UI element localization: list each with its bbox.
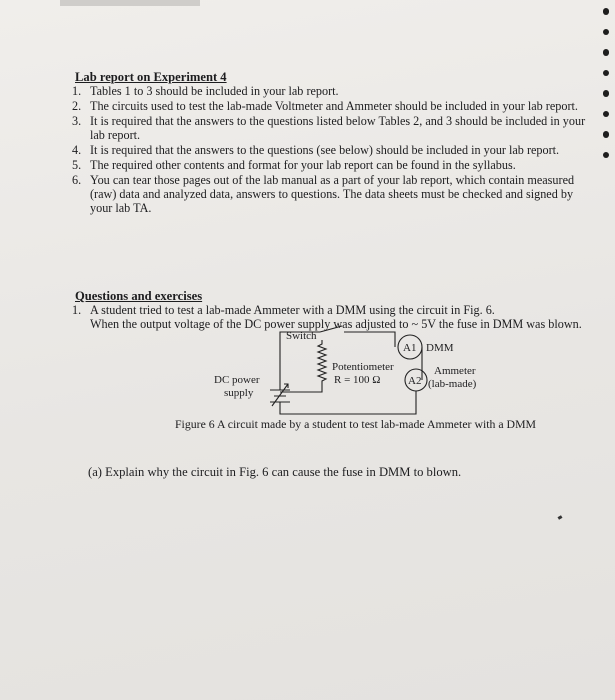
lab-list-item: [72, 173, 595, 215]
question-number: 1.: [72, 303, 82, 317]
lab-report-section: [72, 70, 595, 332]
list-text: It is required that the answers to the questions (see below) should be included in your lab report.: [90, 143, 560, 157]
page-top-edge: [60, 0, 200, 6]
list-number: 3.: [72, 114, 82, 128]
circuit-diagram: [210, 322, 500, 432]
question-part-a: (a) Explain why the circuit in Fig. 6 can cause the fuse in DMM to blown.: [88, 465, 462, 479]
figure-caption: Figure 6 A circuit made by a student to test lab-made Ammeter with a DMM: [175, 417, 537, 431]
supply-label: supply: [224, 387, 254, 399]
list-number: 4.: [72, 143, 82, 157]
list-number: 1.: [72, 84, 82, 98]
dmm-label: DMM: [426, 342, 454, 354]
top-wire: [344, 332, 395, 347]
list-number: 6.: [72, 173, 82, 187]
lab-list-item: [72, 143, 595, 157]
lab-made-label: (lab-made): [428, 378, 477, 390]
questions-heading: Questions and exercises: [75, 289, 203, 303]
potentiometer-label: Potentiometer: [332, 361, 394, 373]
switch-blade: [320, 326, 342, 332]
bottom-wire: [280, 391, 416, 414]
list-number: 5.: [72, 158, 82, 172]
question-text-line1: A student tried to test a lab-made Ammeter with a DMM using the circuit in Fig. 6.: [90, 303, 495, 317]
lab-list-item: [72, 99, 595, 113]
lab-list-item: [72, 84, 595, 98]
list-text: The required other contents and format for your lab report can be found in the syllabus.: [90, 158, 516, 172]
a2-label: A2: [408, 375, 422, 387]
lab-list-item: [72, 158, 595, 172]
list-text: Tables 1 to 3 should be included in your lab report.: [90, 84, 339, 98]
binding-edge: [603, 0, 613, 158]
resistance-label: R = 100 Ω: [334, 374, 381, 386]
dc-power-label: DC power: [214, 374, 260, 386]
lab-list-item: [72, 114, 595, 142]
list-text: The circuits used to test the lab-made Voltmeter and Ammeter should be included in your lab report.: [90, 99, 578, 113]
question-text-line2: When the output voltage of the DC power supply was adjusted to ~ 5V the fuse in DMM was blown.: [90, 317, 582, 331]
list-text: It is required that the answers to the questions listed below Tables 2, and 3 should be included in your lab report.: [90, 114, 586, 142]
lab-report-list: [72, 84, 595, 215]
lab-report-heading: Lab report on Experiment 4: [75, 70, 227, 84]
list-number: 2.: [72, 99, 82, 113]
list-text: You can tear those pages out of the lab manual as a part of your lab report, which contain measured (raw) data and analyzed data, answers to questions. The data sheets must be checked and signed by your lab TA.: [90, 173, 575, 215]
pen-mark: [558, 515, 563, 520]
switch-label: Switch: [286, 330, 317, 342]
ammeter-label: Ammeter: [434, 365, 476, 377]
a1-label: A1: [403, 342, 417, 354]
